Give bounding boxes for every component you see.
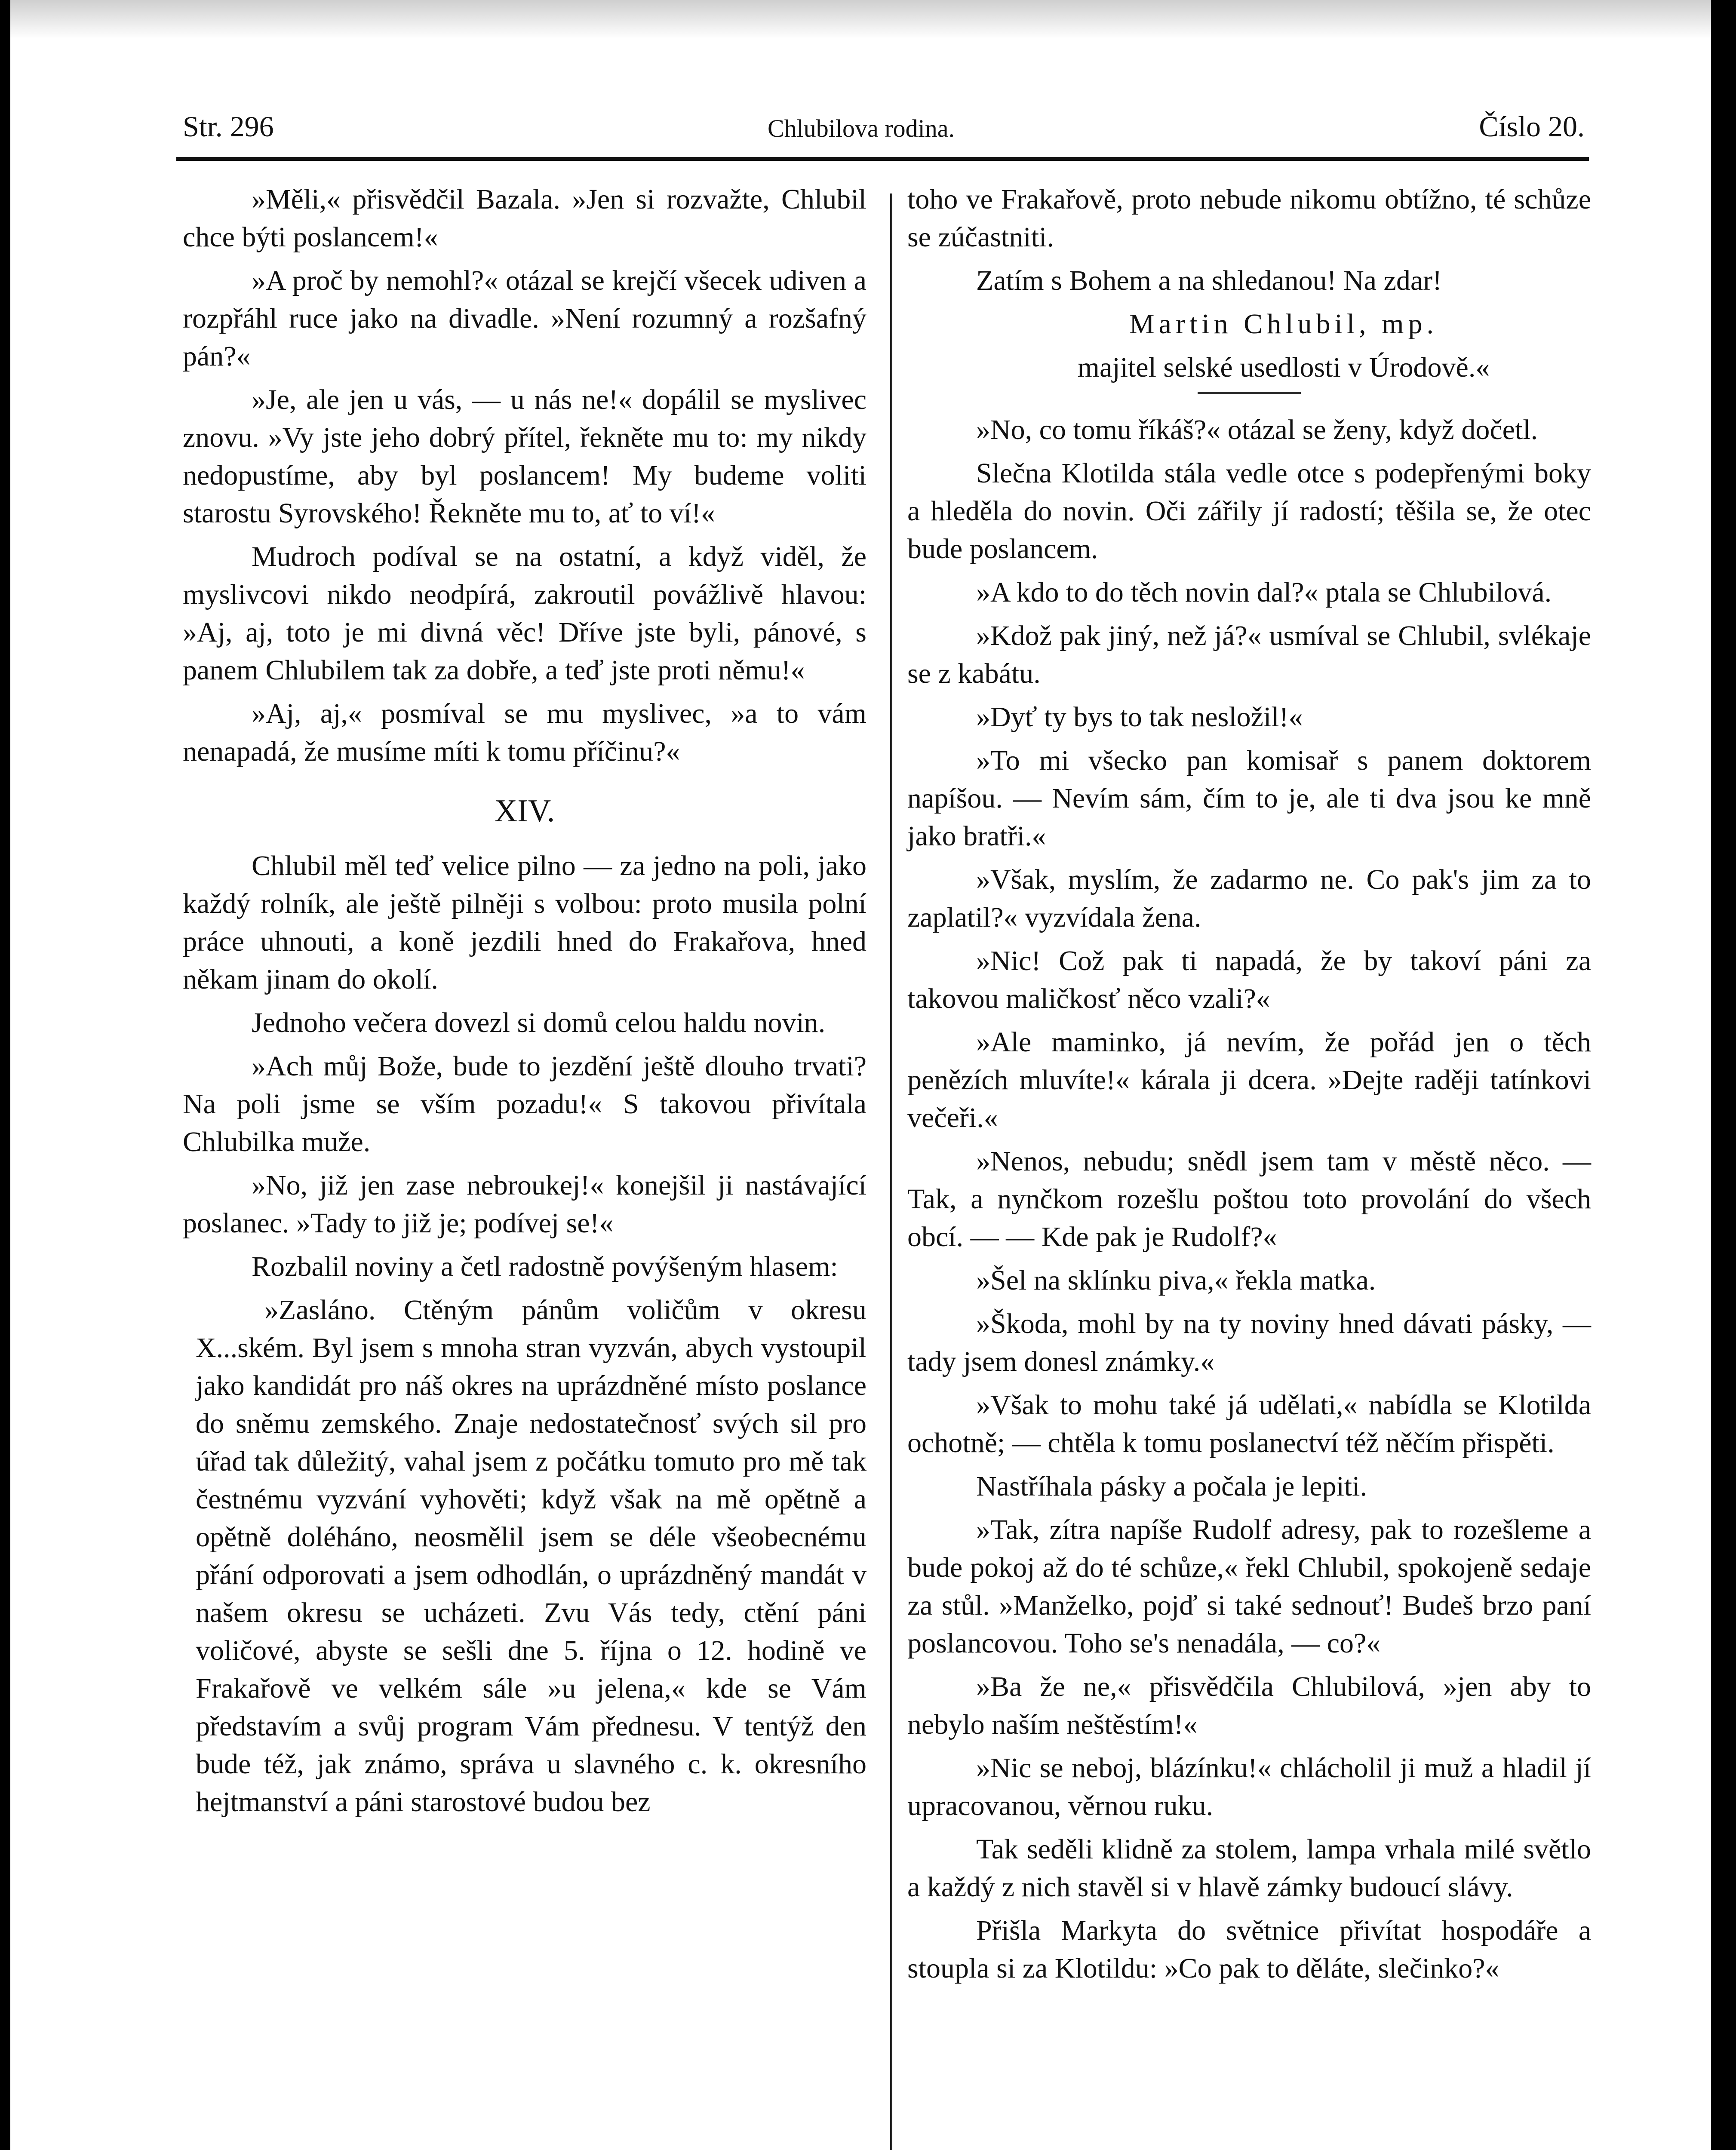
paragraph: »Nenos, nebudu; snědl jsem tam v městě něco. — Tak, a nynčkom rozešlu poštou toto provolání do všech obcí. — — Kde pak je Rudolf?« bbox=[907, 1146, 1591, 1253]
paragraph: »Šel na sklínku piva,« řekla matka. bbox=[976, 1265, 1376, 1296]
paragraph: »Ba že ne,« přisvědčila Chlubilová, »jen aby to nebylo naším neštěstím!« bbox=[907, 1671, 1591, 1740]
paragraph: »Je, ale jen u vás, — u nás ne!« dopálil se myslivec znovu. »Vy jste jeho dobrý přítel, řekněte mu to: my nikdy nedopustíme, aby byl poslancem! My budeme voliti starostu Syrovského! Řekněte mu to, ať to ví!« bbox=[183, 384, 866, 529]
chapter-heading: XIV. bbox=[494, 793, 555, 829]
signature-name: Martin Chlubil, mp. bbox=[1129, 308, 1438, 340]
paragraph: »Však to mohu také já udělati,« nabídla se Klotilda ochotně; — chtěla k tomu poslanectví též něčím přispěti. bbox=[907, 1389, 1591, 1459]
separator-rule bbox=[1198, 392, 1301, 394]
page-header bbox=[183, 110, 1585, 157]
paragraph: »A proč by nemohl?« otázal se krejčí všecek udiven a rozpřáhl ruce jako na divadle. »Není rozumný a rozšafný pán?« bbox=[183, 265, 866, 372]
paragraph: Nastříhala pásky a počala je lepiti. bbox=[976, 1471, 1367, 1502]
column-divider bbox=[890, 194, 892, 2150]
paragraph: »A kdo to do těch novin dal?« ptala se Chlubilová. bbox=[976, 577, 1552, 608]
paragraph: Zatím s Bohem a na shledanou! Na zdar! bbox=[976, 265, 1442, 296]
paragraph: Rozbalil noviny a četl radostně povýšeným hlasem: bbox=[252, 1251, 838, 1282]
paragraph: »Nic! Což pak ti napadá, že by takoví páni za takovou maličkosť něco vzali?« bbox=[907, 945, 1591, 1014]
paragraph: Slečna Klotilda stála vedle otce s podepřenými boky a hleděla do novin. Oči zářily jí radostí; těšila se, že otec bude poslancem. bbox=[907, 458, 1591, 565]
page-number: Str. 296 bbox=[183, 110, 274, 143]
paragraph: »No, co tomu říkáš?« otázal se ženy, když dočetl. bbox=[976, 414, 1538, 445]
paragraph: »Měli,« přisvědčil Bazala. »Jen si rozvažte, Chlubil chce býti poslancem!« bbox=[183, 184, 866, 253]
paragraph: Mudroch podíval se na ostatní, a když viděl, že myslivcovi nikdo neodpírá, zakroutil povážlivě hlavou: »Aj, aj, toto je mi divná věc! Dříve jste byli, pánové, s panem Chlubilem tak za dobře, a teď jste proti němu!« bbox=[183, 541, 866, 686]
paragraph: »Ale maminko, já nevím, že pořád jen o těch penězích mluvíte!« kárala ji dcera. »Dejte raději tatínkovi večeři.« bbox=[907, 1026, 1591, 1133]
paragraph: »Nic se neboj, blázínku!« chlácholil ji muž a hladil jí upracovanou, věrnou ruku. bbox=[907, 1752, 1591, 1821]
paragraph: Tak seděli klidně za stolem, lampa vrhala milé světlo a každý z nich stavěl si v hlavě zámky budoucí slávy. bbox=[907, 1834, 1591, 1903]
signature-title: majitel selské usedlosti v Úrodově.« bbox=[1077, 352, 1490, 383]
running-title: Chlubilova rodina. bbox=[768, 114, 955, 142]
paragraph: toho ve Frakařově, proto nebude nikomu obtížno, té schůze se zúčastniti. bbox=[907, 184, 1591, 253]
paragraph: »Tak, zítra napíše Rudolf adresy, pak to rozešleme a bude pokoj až do té schůze,« řekl Chlubil, spokojeně sedaje za stůl. »Manželko, pojď si také sednouť! Budeš brzo paní poslancovou. Toho se's nenadála, — co?« bbox=[907, 1514, 1591, 1659]
paragraph: Chlubil měl teď velice pilno — za jedno na poli, jako každý rolník, ale ještě pilněji s volbou: proto musila polní práce uhnouti, a koně jezdili hned do Frakařova, hned někam jinam do okolí. bbox=[183, 850, 866, 995]
paragraph: »To mi všecko pan komisař s panem doktorem napíšou. — Nevím sám, čím to je, ale ti dva jsou ke mně jako bratři.« bbox=[907, 745, 1591, 852]
paragraph: »Však, myslím, že zadarmo ne. Co pak's jim za to zaplatil?« vyzvídala žena. bbox=[907, 864, 1591, 933]
paragraph: »Dyť ty bys to tak nesložil!« bbox=[976, 701, 1303, 733]
paragraph: Jednoho večera dovezl si domů celou haldu novin. bbox=[252, 1007, 826, 1038]
paragraph: Přišla Markyta do světnice přivítat hospodáře a stoupla si za Klotildu: »Co pak to děláte, slečinko?« bbox=[907, 1915, 1591, 1984]
header-rule bbox=[176, 157, 1589, 161]
paragraph: »No, již jen zase nebroukej!« konejšil ji nastávající poslanec. »Tady to již je; podívej se!« bbox=[183, 1170, 866, 1239]
issue-number: Číslo 20. bbox=[1479, 110, 1585, 143]
scan-border-right bbox=[1711, 0, 1736, 2150]
left-column bbox=[183, 181, 866, 1827]
paragraph: »Ach můj Bože, bude to jezdění ještě dlouho trvati? Na poli jsme se vším pozadu!« S takovou přivítala Chlubilka muže. bbox=[183, 1050, 866, 1158]
paragraph: »Kdož pak jiný, než já?« usmíval se Chlubil, svlékaje se z kabátu. bbox=[907, 620, 1591, 689]
quoted-announcement: »Zasláno. Ctěným pánům voličům v okresu X...ském. Byl jsem s mnoha stran vyzván, abych vystoupil jako kandidát pro náš okres na uprázdněné místo poslance do sněmu zemského. Znaje nedostatečnosť svých sil pro úřad tak důležitý, vahal jsem z počátku tomuto pro mě tak čestnému vyzvání vyhověti; když však na mě opětně a opětně doléháno, neosmělil jsem se déle všeobecnému přání odporovati a jsem odhodlán, o uprázdněný mandát v našem okresu se ucházeti. Zvu Vás tedy, ctění páni voličové, abyste se sešli dne 5. října o 12. hodině ve Frakařově ve velkém sále »u jelena,« kde se Vám představím a svůj program Vám přednesu. V tentýž den bude též, jak známo, správa u slavného c. k. okresního hejtmanství a páni starostové budou bez bbox=[196, 1294, 866, 1818]
paragraph: »Škoda, mohl by na ty noviny hned dávati pásky, — tady jsem donesl známky.« bbox=[907, 1308, 1591, 1377]
scan-border-left bbox=[0, 0, 10, 2150]
scan-shadow-top bbox=[0, 0, 1736, 39]
paragraph: »Aj, aj,« posmíval se mu myslivec, »a to vám nenapadá, že musíme míti k tomu příčinu?« bbox=[183, 698, 866, 767]
right-column bbox=[907, 181, 1591, 1993]
